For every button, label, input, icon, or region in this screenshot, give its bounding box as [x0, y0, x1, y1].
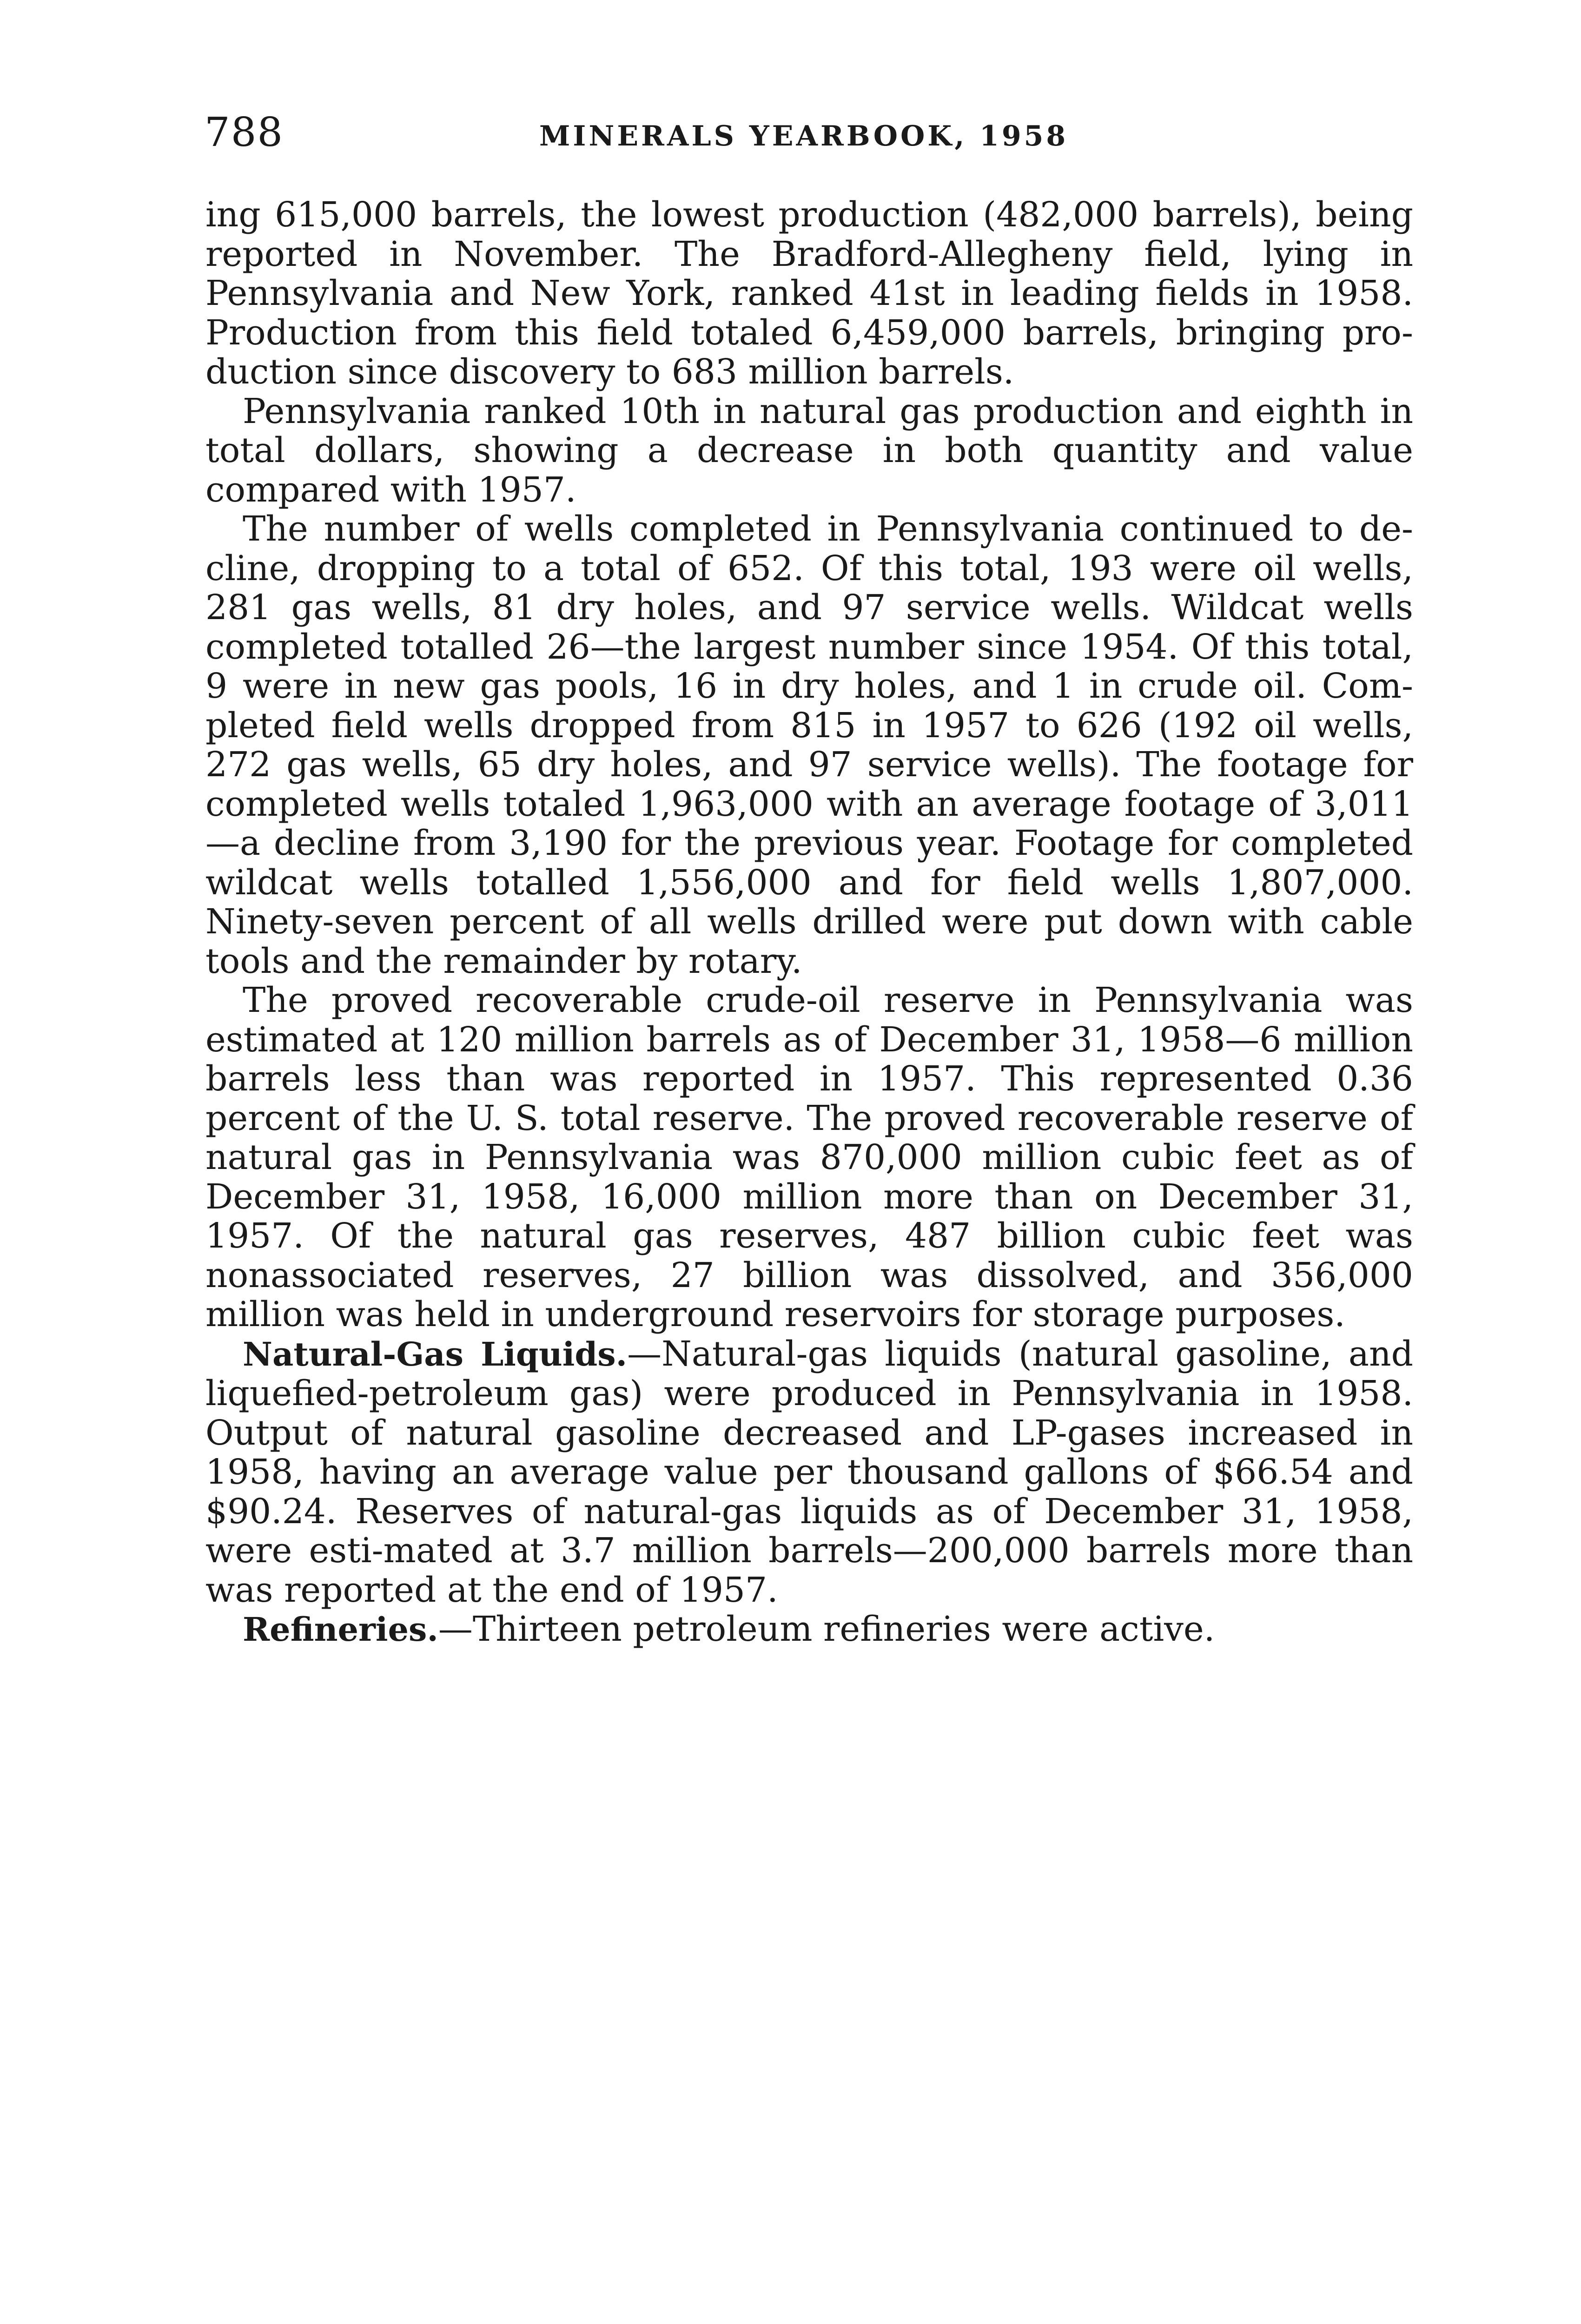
section-heading-refineries: Refineries. [243, 1610, 438, 1649]
paragraph-text: —Natural-gas liquids (natural gasoline, and liquefied-petroleum gas) were produced in Pennsylvania in 1958. Output of natural gasoline decreased and LP-gases increased in 1958, having an average value per thousand gallons of $66.54 and $90.24. Reserves of natural-gas liquids as of December 31, 1958, were esti-mated at 3.7 million barrels—200,000 barrels more than was reported at the end of 1957. [205, 1334, 1413, 1610]
paragraph-text: The proved recoverable crude-oil reserve in Pennsylvania was estimated at 120 million barrels as of December 31, 1958—6 million barrels less than was reported in 1957. This represented 0.36 percent of the U. S. total reserve. The proved recoverable reserve of natural gas in Pennsylvania was 870,000 million cubic feet as of December 31, 1958, 16,000 million more than on December 31, 1957. Of the natural gas reserves, 487 billion cubic feet was nonassociated reserves, 27 billion was dissolved, and 356,000 million was held in underground reservoirs for storage purposes. [205, 980, 1413, 1334]
section-heading-natural-gas-liquids: Natural-Gas Liquids. [243, 1334, 628, 1373]
paragraph-text: —Thirteen petroleum refineries were active. [438, 1609, 1215, 1649]
paragraph-natural-gas-liquids [205, 1334, 1413, 1610]
paragraph-reserves [205, 981, 1413, 1334]
paragraph-text: Pennsylvania ranked 10th in natural gas production and eighth in total dollars, showing a decrease in both quantity and value compared with 1957. [205, 391, 1413, 510]
paragraph-text: ing 615,000 barrels, the lowest production (482,000 barrels), being reported in November. The Bradford-Allegheny field, lying in Pennsylvania and New York, ranked 41st in leading fields in 1958. Production from this field totaled 6,459,000 barrels, bringing pro-duction since discovery to 683 million barrels. [205, 195, 1413, 392]
paragraph-wells-completed [205, 509, 1413, 981]
paragraph-gas-ranking [205, 392, 1413, 510]
paragraph-refineries [205, 1610, 1413, 1650]
body-text [205, 195, 1413, 1650]
running-head [205, 105, 1413, 160]
paragraph-continuation [205, 195, 1413, 392]
page-number: 788 [205, 109, 284, 156]
paragraph-text: The number of wells completed in Pennsylvania continued to de-cline, dropping to a total of 652. Of this total, 193 were oil wells, 281 gas wells, 81 dry holes, and 97 service wells. Wildcat wells completed totalled 26—the largest number since 1954. Of this total, 9 were in new gas pools, 16 in dry holes, and 1 in crude oil. Com-pleted field wells dropped from 815 in 1957 to 626 (192 oil wells, 272 gas wells, 65 dry holes, and 97 service wells). The footage for completed wells totaled 1,963,000 with an average footage of 3,011—a decline from 3,190 for the previous year. Footage for completed wildcat wells totalled 1,556,000 and for field wells 1,807,000. Ninety-seven percent of all wells drilled were put down with cable tools and the remainder by rotary. [205, 509, 1413, 981]
running-head-title: MINERALS YEARBOOK, 1958 [539, 120, 1069, 152]
